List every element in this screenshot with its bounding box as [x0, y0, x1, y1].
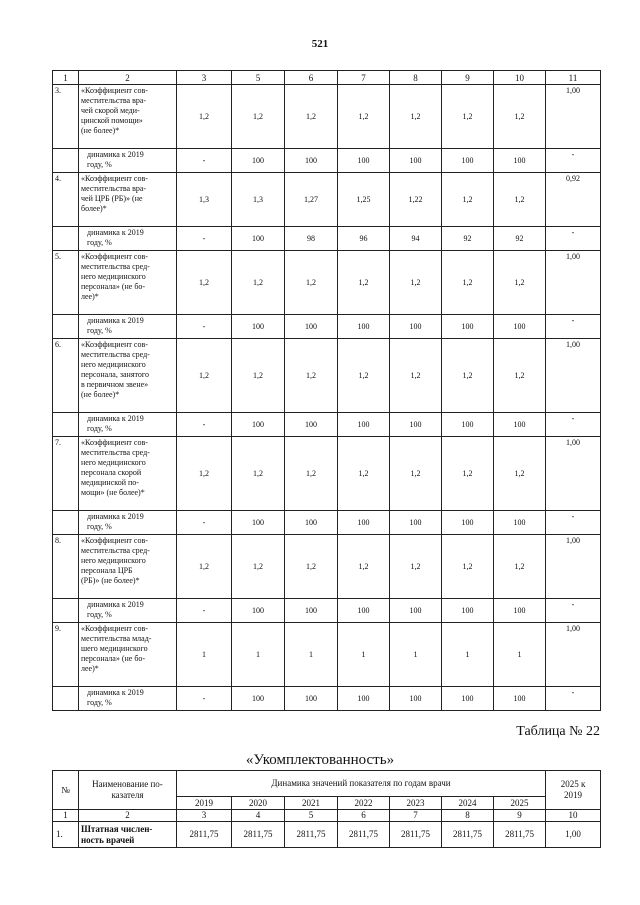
value-cell: 1,2: [177, 339, 232, 413]
header-number: №: [53, 771, 79, 810]
value-cell: 1,2: [390, 437, 442, 511]
dynamics-value-cell: 100: [494, 599, 546, 623]
value-cell: 1: [338, 623, 390, 687]
dynamics-value-cell: 100: [338, 149, 390, 173]
year-header-cell: 2020: [232, 797, 285, 810]
indicator-name: «Коэффициент сов- местительства сред- него медицинского персонала» (не бо- лее)*: [79, 251, 177, 315]
header-cell: 11: [546, 71, 601, 85]
value-cell: 1,2: [494, 251, 546, 315]
dynamics-value-cell: 100: [494, 511, 546, 535]
table-row: [53, 339, 601, 413]
year-header-cell: 2019: [177, 797, 232, 810]
value-cell: 1,2: [390, 535, 442, 599]
indicator-name: «Коэффициент сов- местительства млад- шего медицинского персонала» (не бо- лее)*: [79, 623, 177, 687]
value-cell: 1,2: [285, 85, 338, 149]
header-cell: 10: [494, 71, 546, 85]
dynamics-value-cell: 100: [390, 687, 442, 711]
coefficient-table: [52, 70, 601, 711]
value-cell: 1,2: [442, 85, 494, 149]
dynamics-value-cell: 100: [494, 149, 546, 173]
dynamics-value-cell: -: [177, 413, 232, 437]
value-cell: 1,2: [177, 535, 232, 599]
dynamics-value-cell: -: [177, 599, 232, 623]
row-number-empty: [53, 413, 79, 437]
dynamics-value-cell: 100: [390, 315, 442, 339]
dynamics-row: [53, 149, 601, 173]
value-cell: 1,2: [285, 251, 338, 315]
table-header-row: [53, 71, 601, 85]
header-cell: 6: [285, 71, 338, 85]
table-row: [53, 623, 601, 687]
column-index-cell: 5: [285, 810, 338, 822]
value-cell: 1,2: [494, 437, 546, 511]
dynamics-final-cell: -: [546, 599, 601, 623]
dynamics-value-cell: 100: [390, 599, 442, 623]
dynamics-value-cell: 100: [442, 315, 494, 339]
value-cell: 1,2: [232, 251, 285, 315]
row-number: 7.: [53, 437, 79, 511]
dynamics-final-cell: -: [546, 315, 601, 339]
dynamics-value-cell: 100: [494, 315, 546, 339]
value-cell: 1,2: [177, 85, 232, 149]
dynamics-value-cell: 100: [285, 315, 338, 339]
indicator-name: «Коэффициент сов- местительства сред- него медицинского персонала, занятого в первичном звене» (не более)*: [79, 339, 177, 413]
value-cell: 1,2: [232, 437, 285, 511]
header-cell: 5: [232, 71, 285, 85]
final-value-cell: 0,92: [546, 173, 601, 227]
dynamics-value-cell: 100: [390, 149, 442, 173]
value-cell: 1: [177, 623, 232, 687]
staffing-table: [52, 770, 601, 848]
dynamics-value-cell: 100: [338, 599, 390, 623]
column-index-cell: 10: [546, 810, 601, 822]
dynamics-value-cell: 100: [285, 687, 338, 711]
dynamics-row: [53, 599, 601, 623]
value-cell: 1,2: [232, 339, 285, 413]
table-row: [53, 173, 601, 227]
value-cell: 1,2: [494, 173, 546, 227]
dynamics-row: [53, 511, 601, 535]
dynamics-value-cell: 100: [338, 315, 390, 339]
dynamics-value-cell: 100: [390, 511, 442, 535]
row-number: 9.: [53, 623, 79, 687]
row-number-empty: [53, 227, 79, 251]
value-cell: 1,2: [494, 535, 546, 599]
dynamics-value-cell: 100: [285, 599, 338, 623]
row-number: 5.: [53, 251, 79, 315]
value-cell: 1,22: [390, 173, 442, 227]
dynamics-final-cell: -: [546, 511, 601, 535]
column-index-cell: 1: [53, 810, 79, 822]
year-header-cell: 2021: [285, 797, 338, 810]
final-value-cell: 1,00: [546, 251, 601, 315]
value-cell: 1,2: [338, 251, 390, 315]
indicator-name: Штатная числен- ность врачей: [79, 822, 177, 848]
value-cell: 1: [285, 623, 338, 687]
dynamics-value-cell: 100: [232, 511, 285, 535]
dynamics-value-cell: 100: [338, 413, 390, 437]
year-header-cell: 2025: [494, 797, 546, 810]
value-cell: 1,2: [177, 437, 232, 511]
final-value-cell: 1,00: [546, 623, 601, 687]
header-cell: 7: [338, 71, 390, 85]
row-number-empty: [53, 599, 79, 623]
year-header-cell: 2023: [390, 797, 442, 810]
dynamics-final-cell: -: [546, 687, 601, 711]
value-cell: 1,2: [285, 535, 338, 599]
value-cell: 2811,75: [338, 822, 390, 848]
dynamics-value-cell: 100: [442, 413, 494, 437]
row-number: 8.: [53, 535, 79, 599]
dynamics-final-cell: -: [546, 413, 601, 437]
column-index-cell: 2: [79, 810, 177, 822]
value-cell: 1: [442, 623, 494, 687]
value-cell: 1,2: [177, 251, 232, 315]
dynamics-label: динамика к 2019 году, %: [79, 687, 177, 711]
dynamics-value-cell: 100: [338, 687, 390, 711]
column-index-cell: 8: [442, 810, 494, 822]
value-cell: 1,2: [232, 85, 285, 149]
dynamics-value-cell: 92: [494, 227, 546, 251]
header-2025-vs-2019: 2025 к 2019: [546, 771, 601, 810]
value-cell: 1,2: [494, 339, 546, 413]
dynamics-row: [53, 687, 601, 711]
row-number: 6.: [53, 339, 79, 413]
value-cell: 1,2: [338, 85, 390, 149]
page-number: 521: [311, 38, 329, 50]
table-row: [53, 437, 601, 511]
value-cell: 1,2: [390, 251, 442, 315]
year-header-cell: 2024: [442, 797, 494, 810]
dynamics-value-cell: 100: [232, 687, 285, 711]
dynamics-label: динамика к 2019 году, %: [79, 511, 177, 535]
table-row: [53, 85, 601, 149]
value-cell: 1,2: [285, 437, 338, 511]
dynamics-value-cell: 100: [232, 413, 285, 437]
row-number: 4.: [53, 173, 79, 227]
value-cell: 1: [232, 623, 285, 687]
value-cell: 1,2: [442, 535, 494, 599]
value-cell: 1,2: [338, 339, 390, 413]
dynamics-value-cell: 100: [285, 511, 338, 535]
header-dynamics: Динамика значений показателя по годам врачи: [177, 771, 546, 797]
value-cell: 1,2: [338, 535, 390, 599]
dynamics-value-cell: 100: [232, 149, 285, 173]
dynamics-value-cell: 100: [285, 413, 338, 437]
value-cell: 2811,75: [390, 822, 442, 848]
column-index-cell: 6: [338, 810, 390, 822]
final-value-cell: 1,00: [546, 437, 601, 511]
row-number-empty: [53, 315, 79, 339]
column-index-cell: 9: [494, 810, 546, 822]
value-cell: 1,3: [232, 173, 285, 227]
value-cell: 2811,75: [285, 822, 338, 848]
column-index-cell: 7: [390, 810, 442, 822]
dynamics-value-cell: 100: [232, 227, 285, 251]
dynamics-row: [53, 315, 601, 339]
dynamics-value-cell: -: [177, 511, 232, 535]
row-number: 3.: [53, 85, 79, 149]
dynamics-value-cell: 100: [494, 687, 546, 711]
table-row: [53, 251, 601, 315]
dynamics-value-cell: 98: [285, 227, 338, 251]
row-number-empty: [53, 687, 79, 711]
dynamics-value-cell: -: [177, 687, 232, 711]
value-cell: 1,25: [338, 173, 390, 227]
table-caption: Таблица № 22: [516, 724, 600, 739]
value-cell: 1,2: [442, 437, 494, 511]
final-value-cell: 1,00: [546, 535, 601, 599]
dynamics-final-cell: -: [546, 149, 601, 173]
header-cell: 9: [442, 71, 494, 85]
dynamics-label: динамика к 2019 году, %: [79, 315, 177, 339]
dynamics-label: динамика к 2019 году, %: [79, 149, 177, 173]
dynamics-value-cell: 100: [442, 599, 494, 623]
value-cell: 1,2: [390, 85, 442, 149]
column-index-cell: 3: [177, 810, 232, 822]
dynamics-value-cell: 94: [390, 227, 442, 251]
table-row: [53, 822, 601, 848]
header-indicator-name: Наименование по- казателя: [79, 771, 177, 810]
dynamics-value-cell: -: [177, 227, 232, 251]
row-number-empty: [53, 149, 79, 173]
dynamics-value-cell: 100: [442, 149, 494, 173]
dynamics-value-cell: 100: [232, 315, 285, 339]
indicator-name: «Коэффициент сов- местительства вра- чей скорой меди- цинской помощи» (не более)*: [79, 85, 177, 149]
indicator-name: «Коэффициент сов- местительства сред- него медицинского персонала скорой медицинской по- мощи» (не более)*: [79, 437, 177, 511]
dynamics-row: [53, 227, 601, 251]
indicator-name: «Коэффициент сов- местительства вра- чей ЦРБ (РБ)» (не более)*: [79, 173, 177, 227]
dynamics-value-cell: 100: [232, 599, 285, 623]
value-cell: 1,3: [177, 173, 232, 227]
table-title: «Укомплектованность»: [245, 752, 395, 768]
dynamics-value-cell: 100: [285, 149, 338, 173]
value-cell: 1,2: [285, 339, 338, 413]
header-cell: 8: [390, 71, 442, 85]
value-cell: 2811,75: [442, 822, 494, 848]
dynamics-value-cell: -: [177, 149, 232, 173]
header-cell: 2: [79, 71, 177, 85]
value-cell: 1,2: [232, 535, 285, 599]
final-value-cell: 1,00: [546, 822, 601, 848]
dynamics-value-cell: 100: [338, 511, 390, 535]
dynamics-value-cell: 100: [442, 511, 494, 535]
final-value-cell: 1,00: [546, 85, 601, 149]
dynamics-label: динамика к 2019 году, %: [79, 413, 177, 437]
final-value-cell: 1,00: [546, 339, 601, 413]
header-cell: 3: [177, 71, 232, 85]
value-cell: 2811,75: [494, 822, 546, 848]
dynamics-value-cell: 100: [390, 413, 442, 437]
row-number-empty: [53, 511, 79, 535]
value-cell: 1: [494, 623, 546, 687]
column-index-cell: 4: [232, 810, 285, 822]
dynamics-label: динамика к 2019 году, %: [79, 599, 177, 623]
value-cell: 1,2: [442, 339, 494, 413]
dynamics-row: [53, 413, 601, 437]
value-cell: 1,27: [285, 173, 338, 227]
value-cell: 1,2: [390, 339, 442, 413]
dynamics-value-cell: -: [177, 315, 232, 339]
value-cell: 1,2: [442, 251, 494, 315]
table-row: [53, 535, 601, 599]
indicator-name: «Коэффициент сов- местительства сред- него медицинского персонала ЦРБ (РБ)» (не более)*: [79, 535, 177, 599]
dynamics-value-cell: 92: [442, 227, 494, 251]
value-cell: 1,2: [494, 85, 546, 149]
header-cell: 1: [53, 71, 79, 85]
value-cell: 1: [390, 623, 442, 687]
dynamics-value-cell: 100: [494, 413, 546, 437]
value-cell: 1,2: [338, 437, 390, 511]
value-cell: 2811,75: [232, 822, 285, 848]
dynamics-final-cell: -: [546, 227, 601, 251]
dynamics-label: динамика к 2019 году, %: [79, 227, 177, 251]
value-cell: 1,2: [442, 173, 494, 227]
value-cell: 2811,75: [177, 822, 232, 848]
dynamics-value-cell: 96: [338, 227, 390, 251]
row-number: 1.: [53, 822, 79, 848]
year-header-cell: 2022: [338, 797, 390, 810]
dynamics-value-cell: 100: [442, 687, 494, 711]
